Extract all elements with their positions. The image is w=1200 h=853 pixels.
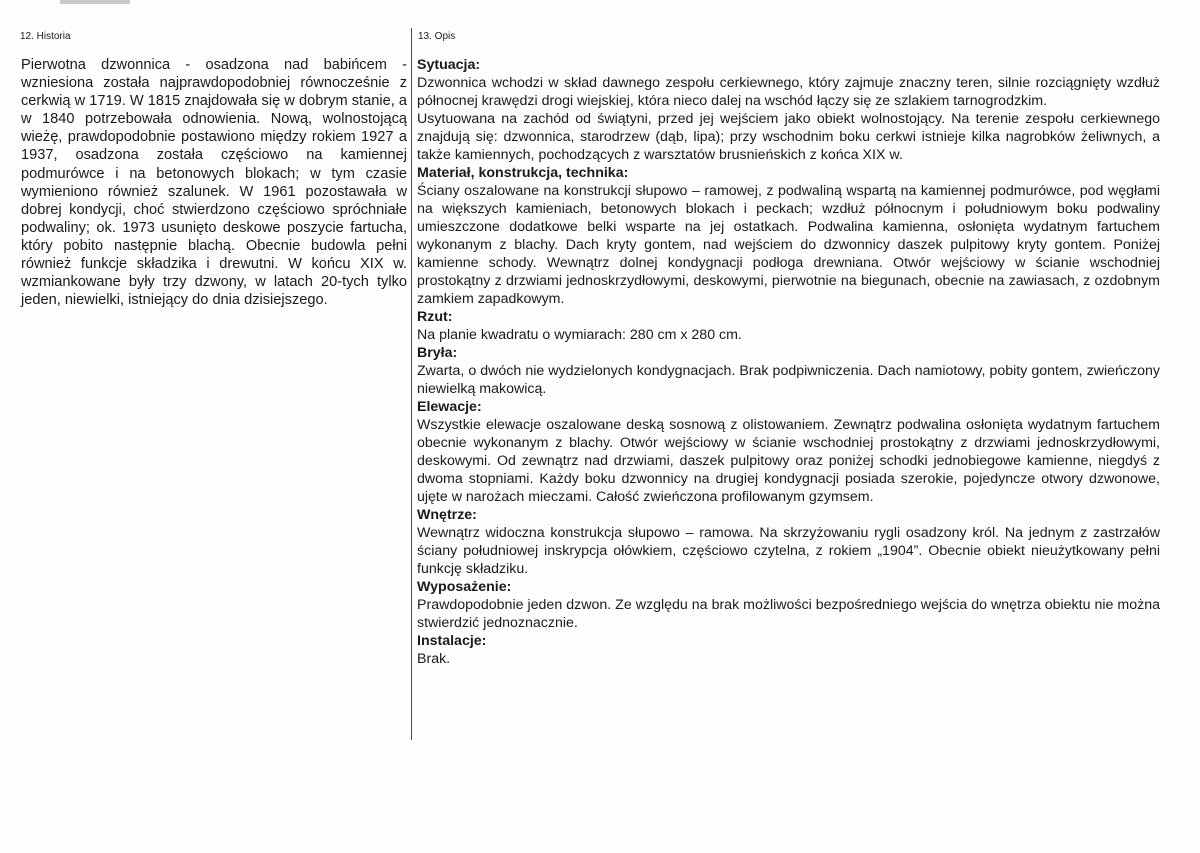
section-title: Materiał, konstrukcja, technika:	[417, 165, 629, 181]
section-paragraph: Wszystkie elewacje oszalowane deską sosnową z olistowaniem. Zewnątrz podwalina osłonięta wydatnym fartuchem obecnie wykonanym z blachy. Otwór wejściowy w ścianie wschodniej prostokątny z drzwiami jednoskrzydłowymi, deskowymi. Od zewnątrz nad drzwiami, daszek pulpitowy oraz poniżej schodki jednobiegowe kamienne, niegdyś z dwoma stopniami. Każdy boku dzwonnicy na drugiej kondygnacji posiada szerokie, pojedyncze otwory dzwonowe, ujęte w narożach mieczami. Całość zwieńczona profilowanym gzymsem.	[417, 417, 1160, 505]
section-title: Sytuacja:	[417, 57, 481, 73]
section-title: Wnętrze:	[417, 507, 477, 523]
column-divider	[411, 28, 412, 740]
section-paragraph: Ściany oszalowane na konstrukcji słupowo – ramowej, z podwaliną wspartą na kamiennej podmurówce, pod węgłami na większych kamieniach, betonowych blokach i peckach; wzdłuż północnym i południowym boku podwaliny umieszczone dodatkowe belki wsparte na jej ostatkach. Podwalina kamienna, osłonięta wydatnym fartuchem wykonanym z blachy. Dach kryty gontem, nad wejściem do dzwonnicy daszek pulpitowy kryty gontem. Poniżej kamienne schody. Wewnątrz dolnej kondygnacji podłoga drewniana. Otwór wejściowy w ścianie wschodniej prostokątny z drzwiami jednoskrzydłowymi, deskowymi, pierwotnie na biegunach, obecnie na zawiasach, z ozdobnym zamkiem zapadkowym.	[417, 183, 1160, 307]
section-paragraph: Wewnątrz widoczna konstrukcja słupowo – ramowa. Na skrzyżowaniu rygli osadzony król. Na jednym z zastrzałów ściany południowej inskrypcja ołówkiem, częściowo czytelna, z rokiem „1904”. Obecnie obiekt nieużytkowany pełni funkcję składziku.	[417, 525, 1160, 577]
section-interior	[417, 506, 1160, 578]
section-material	[417, 164, 1160, 308]
scan-mark	[60, 0, 130, 4]
section-elevations	[417, 398, 1160, 506]
description-column	[417, 30, 1160, 668]
section-paragraph: Zwarta, o dwóch nie wydzielonych kondygnacjach. Brak podpiwniczenia. Dach namiotowy, pobity gontem, zwieńczony niewielką makowicą.	[417, 363, 1160, 397]
section-title: Bryła:	[417, 345, 458, 361]
section-paragraph: Prawdopodobnie jeden dzwon. Ze względu na brak możliwości bezpośredniego wejścia do wnętrza obiektu nie można stwierdzić jednoznacznie.	[417, 597, 1160, 631]
section-title: Rzut:	[417, 309, 453, 325]
section-equipment	[417, 578, 1160, 632]
description-label: 13. Opis	[418, 31, 456, 42]
section-installations	[417, 632, 1160, 668]
section-plan	[417, 308, 1160, 344]
history-column	[15, 30, 407, 309]
section-form	[417, 344, 1160, 398]
description-content	[417, 56, 1160, 668]
section-situation	[417, 56, 1160, 164]
section-paragraph: Dzwonnica wchodzi w skład dawnego zespołu cerkiewnego, który zajmuje znaczny teren, silnie rozciągnięty wzdłuż północnej krawędzi drogi wiejskiej, która nieco dalej na wschód łączy się ze szlakiem tarnogrodzkim.	[417, 75, 1160, 109]
section-paragraph: Na planie kwadratu o wymiarach: 280 cm x 280 cm.	[417, 327, 742, 343]
section-title: Elewacje:	[417, 399, 482, 415]
history-label: 12. Historia	[20, 31, 71, 42]
section-title: Instalacje:	[417, 633, 487, 649]
history-text: Pierwotna dzwonnica - osadzona nad babińcem - wzniesiona została najprawdopodobniej równocześnie z cerkwią w 1719. W 1815 znajdowała się w dobrym stanie, a w 1840 potrzebowała odnowienia. Nową, wolnostojącą wieżę, prawdopodobnie postawiono między rokiem 1927 a 1937, osadzona została częściowo na kamiennej podmurówce i na betonowych blokach; w tym czasie wymieniono również szalunek. W 1961 pozostawała w dobrej kondycji, choć stwierdzono częściowo spróchniałe podwaliny; ok. 1973 usunięto deskowe poszycie fartucha, który pobito następnie blachą. Obecnie budowla pełni również funkcje składzika i drewutni. W końcu XIX w. wzmiankowane były trzy dzwony, w latach 20-tych tylko jeden, niewielki, istniejący do dnia dzisiejszego.	[21, 57, 407, 309]
section-paragraph: Usytuowana na zachód od świątyni, przed jej wejściem jako obiekt wolnostojący. Na terenie zespołu cerkiewnego znajdują się: dzwonnica, starodrzew (dąb, lipa); przy wschodnim boku cerkwi istnieje kilka nagrobków żeliwnych, a także kamiennych, pochodzących z warsztatów brusnieńskich z końca XIX w.	[417, 111, 1160, 163]
section-title: Wyposażenie:	[417, 579, 512, 595]
section-paragraph: Brak.	[417, 651, 451, 667]
